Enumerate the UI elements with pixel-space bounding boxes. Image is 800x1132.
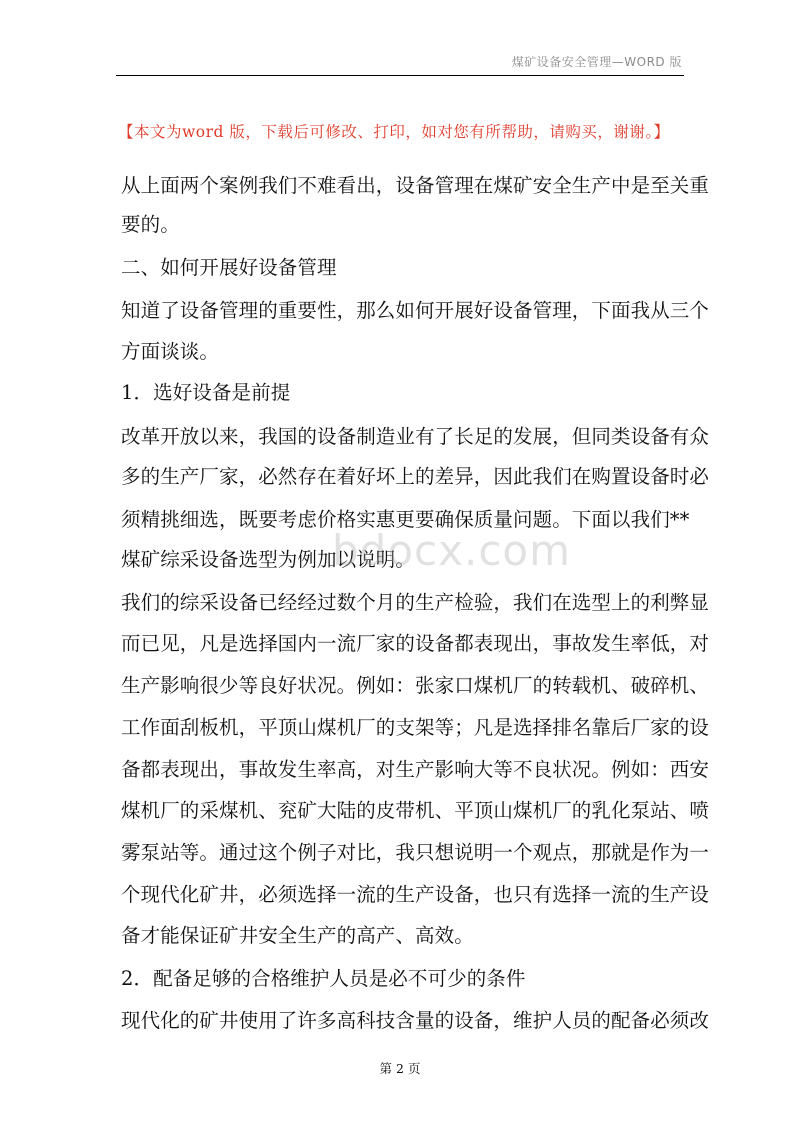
paragraph-line: 个现代化矿井，必须选择一流的生产设备，也只有选择一流的生产设 [121, 883, 710, 906]
paragraph-line: 方面谈谈。 [121, 340, 220, 363]
subsection-heading: 2．配备足够的合格维护人员是必不可少的条件 [121, 967, 526, 990]
paragraph-line: 改革开放以来，我国的设备制造业有了长足的发展，但同类设备有众 [121, 425, 710, 448]
section-heading: 二、如何开展好设备管理 [121, 256, 337, 279]
paragraph-line: 要的。 [121, 213, 180, 236]
watermark: bdocx.com [332, 526, 572, 575]
header-rule [116, 75, 684, 76]
paragraph-line: 知道了设备管理的重要性，那么如何开展好设备管理，下面我从三个 [121, 299, 710, 322]
running-header: 煤矿设备安全管理—WORD 版 [511, 55, 682, 69]
paragraph-line: 生产影响很少等良好状况。例如：张家口煤机厂的转载机、破碎机、 [121, 674, 710, 697]
purchase-notice: 【本文为word 版，下载后可修改、打印，如对您有所帮助，请购买，谢谢。】 [118, 123, 670, 141]
paragraph-line: 现代化的矿井使用了许多高科技含量的设备，维护人员的配备必须改 [121, 1009, 710, 1032]
paragraph-line: 须精挑细选，既要考虑价格实惠更要确保质量问题。下面以我们** [121, 508, 690, 531]
paragraph-line: 备才能保证矿井安全生产的高产、高效。 [121, 924, 474, 947]
paragraph-line: 备都表现出，事故发生率高，对生产影响大等不良状况。例如：西安 [121, 758, 710, 781]
paragraph-line: 工作面刮板机，平顶山煤机厂的支架等；凡是选择排名靠后厂家的设 [121, 716, 710, 739]
paragraph-line: 多的生产厂家，必然存在着好坏上的差异，因此我们在购置设备时必 [121, 465, 710, 488]
paragraph-line: 我们的综采设备已经经过数个月的生产检验，我们在选型上的利弊显 [121, 591, 710, 614]
paragraph-line: 煤机厂的采煤机、兖矿大陆的皮带机、平顶山煤机厂的乳化泵站、喷 [121, 799, 710, 822]
paragraph-line: 而已见，凡是选择国内一流厂家的设备都表现出，事故发生率低，对 [121, 632, 710, 655]
subsection-heading: 1．选好设备是前提 [121, 381, 291, 404]
paragraph-line: 煤矿综采设备选型为例加以说明。 [121, 548, 416, 571]
paragraph-line: 雾泵站等。通过这个例子对比，我只想说明一个观点，那就是作为一 [121, 841, 710, 864]
paragraph-line: 从上面两个案例我们不难看出，设备管理在煤矿安全生产中是至关重 [121, 174, 710, 197]
page-number: 第 2 页 [379, 1061, 421, 1076]
